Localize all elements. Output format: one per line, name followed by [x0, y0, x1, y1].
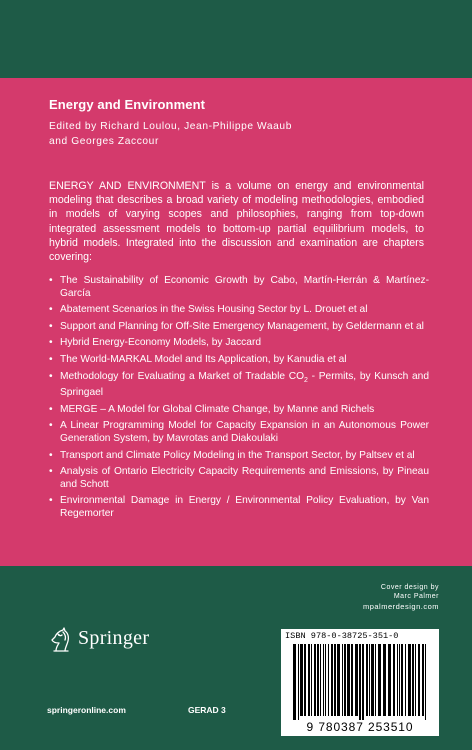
book-title: Energy and Environment [49, 97, 206, 112]
chapter-item: • Hybrid Energy-Economy Models, by Jaccard [49, 337, 429, 350]
barcode-bar [412, 644, 414, 716]
barcode-bar [334, 644, 336, 716]
barcode-bar [293, 644, 296, 720]
barcode-icon [291, 644, 429, 720]
chapter-item: • Environmental Damage in Energy / Environmental Policy Evaluation, by Van Regemorter [49, 495, 429, 520]
barcode-bar [405, 644, 406, 716]
barcode-bar [366, 644, 368, 716]
barcode-digits: 9 780387 253510 [306, 720, 414, 734]
cover-credit-label: Cover design by [380, 584, 439, 591]
publisher-name: Springer [78, 627, 150, 649]
chapter-item: • The Sustainability of Economic Growth by Cabo, Martín-Herrán & Martínez-García [49, 275, 429, 300]
barcode-bar [378, 644, 381, 716]
chapter-item: • MERGE – A Model for Global Climate Change, by Manne and Richels [49, 404, 429, 417]
isbn-label: ISBN 978-0-38725-351-0 [285, 631, 399, 641]
book-description: ENERGY AND ENVIRONMENT is a volume on energy and environmental modeling that describes a broad variety of modeling methodologies, embodied in models of varying scopes and philosophies, ranging from top-down integrated assessment models to bottom-up partial equilibrium models, to hybrid models. Integrated into the discussion and examination are chapters covering: [49, 180, 424, 264]
chapter-item: • The World-MARKAL Model and Its Application, by Kanudia et al [49, 354, 429, 367]
chapter-item: • A Linear Programming Model for Capacity Expansion in an Autonomous Power Generation System, by Mavrotas and Diakoulaki [49, 420, 429, 445]
barcode-bar [300, 644, 303, 716]
chapter-item: • Abatement Scenarios in the Swiss Housing Sector by L. Drouet et al [49, 304, 429, 317]
chapter-item: • Methodology for Evaluating a Market of Tradable $CO_2$ - Permits, by Kunsch and Springael [49, 371, 429, 400]
barcode-bar [344, 644, 346, 716]
chapter-item: • Transport and Climate Policy Modeling in the Transport Sector, by Paltsev et al [49, 450, 429, 463]
barcode-bar [304, 644, 306, 716]
barcode-bar [401, 644, 403, 716]
barcode-bar [308, 644, 310, 716]
barcode-bar [375, 644, 376, 716]
barcode-bar [393, 644, 395, 716]
barcode-bar [342, 644, 343, 716]
barcode-box [281, 629, 439, 736]
barcode-bar [371, 644, 374, 716]
editors-line-1: Edited by Richard Loulou, Jean-Philippe Waaub [49, 121, 292, 132]
barcode-bar [355, 644, 358, 716]
barcode-bar [362, 644, 364, 720]
barcode-bar [425, 644, 426, 720]
barcode-bar [328, 644, 329, 716]
barcode-bar [388, 644, 391, 716]
barcode-bar [351, 644, 353, 716]
barcode-bar [399, 644, 400, 716]
barcode-bar [314, 644, 316, 716]
publisher-website: springeronline.com [47, 705, 126, 715]
barcode-bar [347, 644, 350, 716]
barcode-bar [383, 644, 386, 716]
barcode-bar [422, 644, 424, 716]
barcode-bar [418, 644, 420, 716]
barcode-bar [415, 644, 416, 716]
barcode-bar [369, 644, 370, 716]
top-band [0, 0, 472, 78]
text-panel [0, 78, 472, 566]
chapter-item: • Support and Planning for Off-Site Emergency Management, by Geldermann et al [49, 321, 429, 334]
barcode-bar [311, 644, 312, 716]
barcode-bar [359, 644, 361, 720]
cover-designer: Marc Palmer [393, 593, 439, 600]
barcode-bar [337, 644, 340, 716]
chapter-list [49, 275, 429, 525]
barcode-bar [325, 644, 326, 716]
designer-website: mpalmerdesign.com [362, 602, 439, 611]
barcode-bar [323, 644, 324, 716]
barcode-bar [317, 644, 319, 716]
chapter-item: • Analysis of Ontario Electricity Capacity Requirements and Emissions, by Pineau and Schott [49, 466, 429, 491]
barcode-bar [331, 644, 333, 716]
series-label: GERAD 3 [188, 705, 226, 715]
barcode-bar [298, 644, 299, 720]
barcode-bar [408, 644, 411, 716]
barcode-bar [320, 644, 321, 716]
editors-line-2: and Georges Zaccour [49, 136, 159, 147]
springer-knight-logo-icon [47, 626, 75, 659]
barcode-bar [397, 644, 398, 716]
